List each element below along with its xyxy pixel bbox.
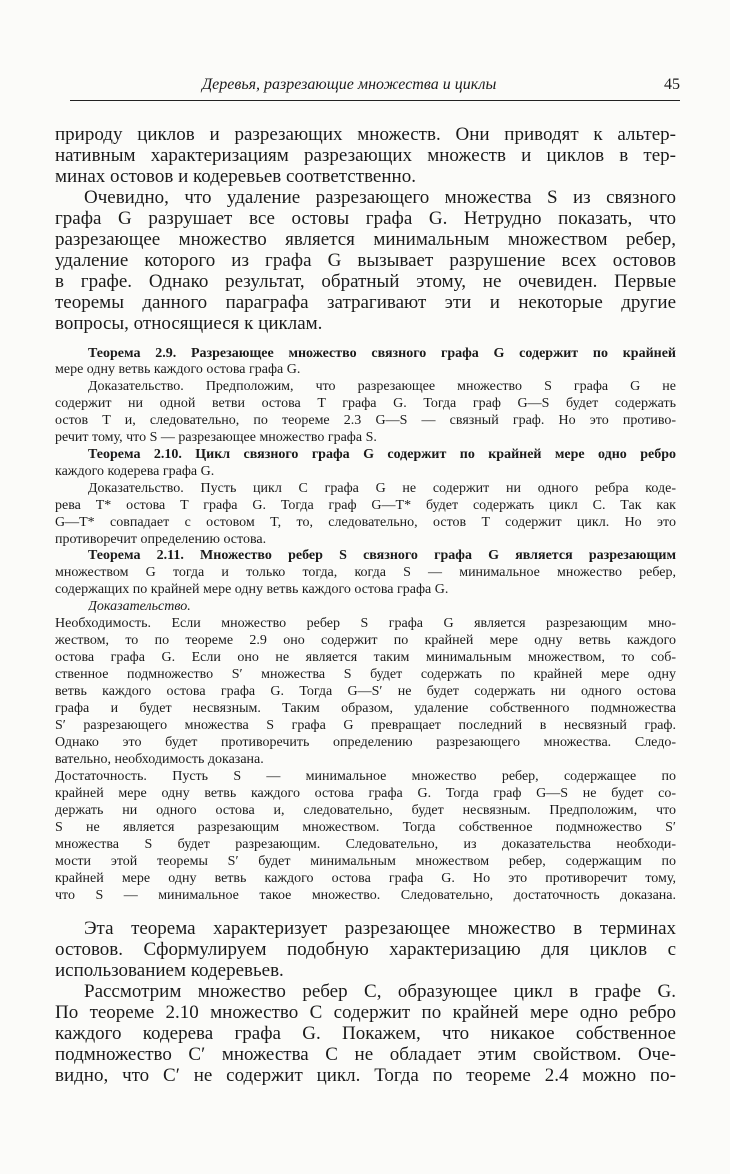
text-line: S не является разрезающим множеством. Тогда собственное подмножество S′ <box>55 820 676 835</box>
text-line: Эта теорема характеризует разрезающее множество в терминах <box>84 918 676 939</box>
text-line: Необходимость. Если множество ребер S графа G является разрезающим мно- <box>55 616 676 631</box>
text-line: вопросы, относящиеся к циклам. <box>55 313 323 334</box>
text-line: остов T и, следовательно, по теореме 2.3 G—S — связный граф. Но это противо- <box>55 413 676 428</box>
text-line: Однако это будет противоречить определению разрезающего множества. Следо- <box>55 735 676 750</box>
text-line: каждого кодерева графа G. <box>55 464 215 479</box>
text-line: остова графа G. Если оно не является таким минимальным множеством, то соб- <box>55 650 676 665</box>
text-line: что S — минимальное такое множество. Следовательно, достаточность доказана. <box>55 888 676 903</box>
text-line: S′ разрезающего множества S графа G превращает последний в несвязный граф. <box>55 718 676 733</box>
text-line: графа и будет несвязным. Таким образом, удаление собственного подмножества <box>55 701 676 716</box>
text-line: разрезающее множество является минимальным множеством ребер, <box>55 229 676 250</box>
page-number: 45 <box>664 76 680 93</box>
text-line: рева T* остова T графа G. Тогда граф G—T* будет содержать цикл C. Так как <box>55 498 676 513</box>
text-line: теоремы данного параграфа затрагивают эти и некоторые другие <box>55 292 676 313</box>
running-title: Деревья, разрезающие множества и циклы <box>202 76 497 93</box>
text-line: вательно, необходимость доказана. <box>55 752 264 767</box>
text-line: держать ни одного остова и, следовательно, будет несвязным. Предположим, что <box>55 803 676 818</box>
text-line: Рассмотрим множество ребер C, образующее цикл в графе G. <box>84 981 676 1002</box>
proof-heading: Доказательство. <box>88 599 191 614</box>
text-line: крайней мере одну ветвь каждого остова графа G. Тогда граф G—S не будет со- <box>55 786 676 801</box>
proof-line: Доказательство. Предположим, что разрезающее множество S графа G не <box>88 379 676 394</box>
text-line: ветвь каждого остова графа G. Тогда G—S′ не будет содержать ни одного остова <box>55 684 676 699</box>
text-line: видно, что C′ не содержит цикл. Тогда по теореме 2.4 можно по- <box>55 1065 676 1086</box>
text-line: подмножество C′ множества C не обладает этим свойством. Оче- <box>55 1044 676 1065</box>
text-line: Достаточность. Пусть S — минимальное множество ребер, содержащее по <box>55 769 676 784</box>
text-line: мости этой теоремы S′ будет минимальным множеством ребер, содержащим по <box>55 854 676 869</box>
text-line: природу циклов и разрезающих множеств. Они приводят к альтер- <box>55 124 676 145</box>
running-header <box>70 76 680 101</box>
theorem-line: Теорема 2.9. Разрезающее множество связного графа G содержит по крайней <box>88 346 676 361</box>
text-line: мере одну ветвь каждого остова графа G. <box>55 362 301 377</box>
text-line: речит тому, что S — разрезающее множество графа S. <box>55 430 377 445</box>
theorem-line: Теорема 2.11. Множество ребер S связного графа G является разрезающим <box>88 548 676 563</box>
text-line: жеством, то по теореме 2.9 оно содержит по крайней мере одну ветвь каждого <box>55 633 676 648</box>
text-line: G—T* совпадает с остовом T, то, следовательно, остов T содержит цикл. Но это <box>55 515 676 530</box>
text-line: множества S будет разрезающим. Следовательно, из доказательства необходи- <box>55 837 676 852</box>
text-line: ственное подмножество S′ множества S будет содержать по крайней мере одну <box>55 667 676 682</box>
text-line: нативным характеризациям разрезающих множеств и циклов в тер- <box>55 145 676 166</box>
text-line: содержит ни одной ветви остова T графа G. Тогда граф G—S будет содержать <box>55 396 676 411</box>
text-line: в графе. Однако результат, обратный этому, не очевиден. Первые <box>55 271 676 292</box>
text-line: графа G разрушает все остовы графа G. Нетрудно показать, что <box>55 208 676 229</box>
text-line: Очевидно, что удаление разрезающего множества S из связного <box>84 187 676 208</box>
text-line: множеством G тогда и только тогда, когда S — минимальное множество ребер, <box>55 565 676 580</box>
text-line: минах остовов и кодеревьев соответственно. <box>55 166 416 187</box>
proof-line: Доказательство. Пусть цикл C графа G не содержит ни одного ребра коде- <box>88 481 676 496</box>
text-line: По теореме 2.10 множество C содержит по крайней мере одно ребро <box>55 1002 676 1023</box>
text-line: использованием кодеревьев. <box>55 960 284 981</box>
text-line: содержащих по крайней мере одну ветвь каждого остова графа G. <box>55 582 449 597</box>
text-line: удаление которого из графа G вызывает разрушение всех остовов <box>55 250 676 271</box>
theorem-line: Теорема 2.10. Цикл связного графа G содержит по крайней мере одно ребро <box>88 447 676 462</box>
text-line: остовов. Сформулируем подобную характеризацию для циклов с <box>55 939 676 960</box>
text-line: противоречит определению остова. <box>55 532 267 547</box>
text-line: крайней мере одну ветвь каждого остова графа G. Но это противоречит тому, <box>55 871 676 886</box>
text-line: каждого кодерева графа G. Покажем, что никакое собственное <box>55 1023 676 1044</box>
